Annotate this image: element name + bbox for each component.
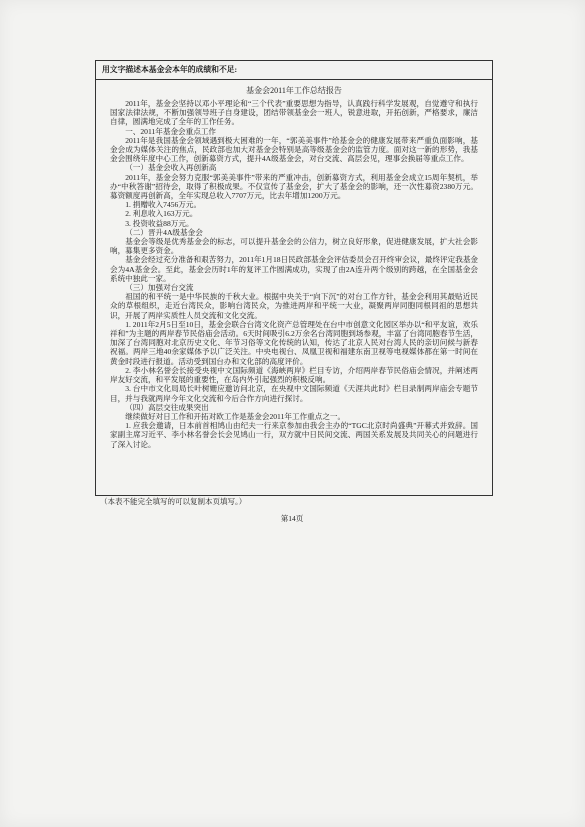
report-paragraph: 2011年是我国基金会领域遇到极大困难的一年，“郭美美事件”给基金会的健康发展带来严重负面影响，基金会成为媒体关注的焦点，民政部也加大对基金会特别是高等级基金会的监管力度。面对这一新的形势，我基金会围绕年度中心工作，创新募资方式，提升4A级基金会，对台交流、高层会见，理事会换届等重点工作。 [110,135,478,164]
report-paragraph: 继续做好对日工作和开拓对欧工作是基金会2011年工作重点之一。 [125,411,346,421]
report-paragraph: 2011年，基金会努力克服“郭美美事件”带来的严重冲击，创新募资方式，利用基金会成立15周年契机，举办“中秋答谢”招待会，取得了积极成果。不仅宣传了基金会，扩大了基金会的影响，还一次性募资2380万元。募资额度再创新高，全年实现总收入7707万元，比去年增加1200万元。 [110,172,478,201]
report-title: 基金会2011年工作总结报告 [246,86,342,95]
report-paragraph: 基金会经过充分准备和艰苦努力，2011年1月18日民政部基金会评估委员会召开终审会议，最终评定我基金会为4A基金会。至此，基金会历时1年的复评工作圆满成功，实现了由2A连升两个级别的跨越，在全国基金会系统中独此一家。 [110,255,479,283]
subsection-heading: （四）高层交往成果突出 [125,402,209,412]
report-body [110,99,478,449]
report-paragraph: 基金会等级是优秀基金会的标志，可以提升基金会的公信力，树立良好形象，促进健康发展，扩大社会影响，募集更多资金。 [110,237,478,256]
list-item: 3. 投资收益88万元。 [125,218,194,228]
report-paragraph: 祖国的和平统一是中华民族的千秋大业。根据中央关于“向下沉”的对台工作方针，基金会利用其最贴近民众的草根组织，走近台湾民众，影响台湾民众，为推进两岸和平统一大业，凝聚两岸同胞同根同祖的思想共识，开展了两岸实质性人员交流和文化交流。 [110,292,478,320]
list-item: 2. 利息收入163万元。 [125,209,198,219]
intro-paragraph: 2011年，基金会坚持以邓小平理论和“三个代表”重要思想为指导，认真践行科学发展观，自觉遵守和执行国家法律法规，不断加强领导班子自身建设，团结带领基金会一班人，锐意进取，开拓创新，严格要求，廉洁自律，圆满地完成了全年的工作任务。 [110,99,478,127]
section-heading: 一、2011年基金会重点工作 [125,126,217,136]
list-item: 1. 应我会邀请，日本前首相鸠山由纪夫一行来京参加由我会主办的“TGC北京时尚盛典”开幕式并致辞。国家副主席习近平、李小林名誉会长会见鸠山一行，双方就中日民间交流、两国关系发展及共同关心的问题进行了深入讨论。 [110,421,478,449]
subsection-heading: （二）晋升4A级基金会 [125,227,203,237]
subsection-heading: （一）基金会收入再创新高 [125,163,217,173]
form-box [95,60,493,496]
list-item: 1. 捐赠收入7456万元。 [125,200,202,210]
form-prompt: 用文字描述本基金会本年的成绩和不足: [96,61,492,80]
footer-note: （本表不能完全填写的可以复制本页填写。） [100,497,247,506]
page-number: 第14页 [280,514,304,523]
list-item: 3. 台中市文化局局长叶树姗应邀访问北京，在央视中文国际频道《天涯共此时》栏目录制两岸庙会专题节目，并与我就两岸今年文化交流和今后合作方向进行探讨。 [110,384,478,403]
list-item: 1. 2011年2月5日至10日，基金会联合台湾文化资产总管理处在台中市创意文化园区举办以“和平友谊，欢乐祥和”为主题的两岸春节民俗庙会活动。6天时间吸引6.2万余名台湾同胞到场参观，丰富了台湾同胞春节生活，加深了台湾同胞对北京历史文化、年节习俗等文化传统的认知，传达了北京人民对台湾人民的亲切问候与新春祝福。两岸三地40余家媒体予以广泛关注。中央电视台、凤凰卫视和福建东南卫视等电视媒体都在第一时间在黄金时段进行报道。活动受到国台办和文化部的高度评价。 [110,319,478,366]
list-item: 2. 李小林名誉会长接受央视中文国际频道《海峡两岸》栏目专访，介绍两岸春节民俗庙会情况，并阐述两岸友好交流，和平发展的重要性，在岛内外引起强烈的积极反响。 [110,365,478,385]
subsection-heading: （三）加强对台交流 [125,283,194,293]
